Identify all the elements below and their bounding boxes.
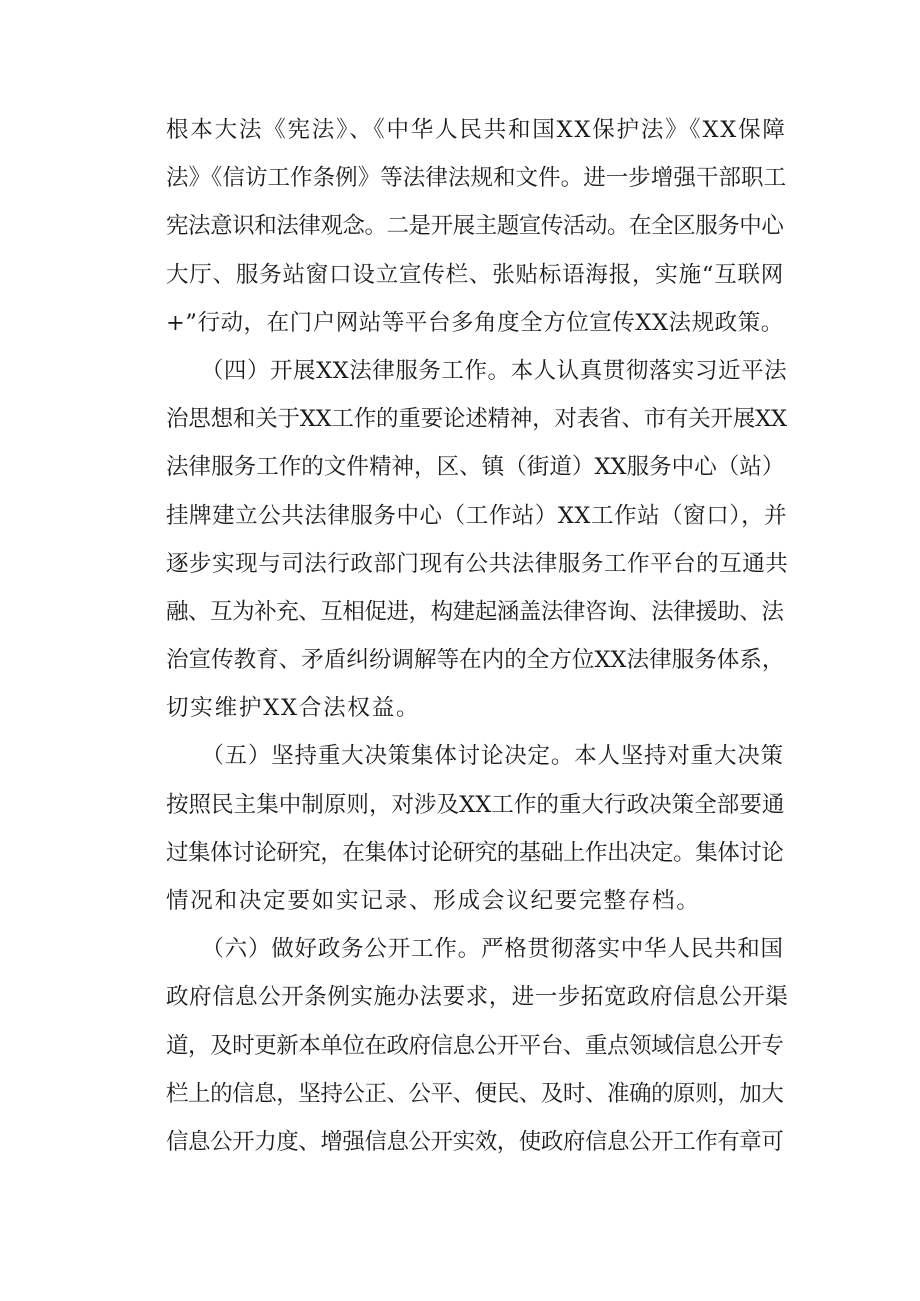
text-line: 挂牌建立公共法律服务中心（工作站）XX工作站（窗口），并 bbox=[166, 502, 788, 529]
section-five-heading-line: （五）坚持重大决策集体讨论决定。本人坚持对重大决策 bbox=[166, 743, 784, 770]
text-line: 信息公开力度、增强信息公开实效，使政府信息公开工作有章可 bbox=[166, 1128, 784, 1155]
text-line: 宪法意识和法律观念。二是开展主题宣传活动。在全区服务中心 bbox=[166, 213, 784, 240]
text-line: 过集体讨论研究，在集体讨论研究的基础上作出决定。集体讨论 bbox=[166, 839, 784, 866]
text-line: 大厅、服务站窗口设立宣传栏、张贴标语海报，实施“互联网 bbox=[166, 261, 785, 288]
text-line: +”行动，在门户网站等平台多角度全方位宣传XX法规政策。 bbox=[166, 309, 784, 336]
text-line: 治思想和关于XX工作的重要论述精神，对表省、市有关开展XX bbox=[166, 406, 787, 433]
section-four-heading-line: （四）开展XX法律服务工作。本人认真贯彻落实习近平法 bbox=[166, 357, 788, 384]
text-line: 法律服务工作的文件精神，区、镇（街道）XX服务中心（站） bbox=[166, 454, 785, 481]
text-line: 法》《信访工作条例》等法律法规和文件。进一步增强干部职工 bbox=[166, 165, 787, 192]
section-six-heading-line: （六）做好政务公开工作。严格贯彻落实中华人民共和国 bbox=[166, 936, 784, 963]
document-body bbox=[166, 106, 788, 1166]
text-line: 根本大法《宪法》、《中华人民共和国XX保护法》《XX保障 bbox=[166, 117, 787, 143]
text-line: 情况和决定要如实记录、形成会议纪要完整存档。 bbox=[166, 888, 701, 914]
text-line: 逐步实现与司法行政部门现有公共法律服务工作平台的互通共 bbox=[166, 550, 789, 577]
text-line: 治宣传教育、矛盾纠纷调解等在内的全方位XX法律服务体系， bbox=[166, 647, 785, 674]
text-line: 道，及时更新本单位在政府信息公开平台、重点领域信息公开专 bbox=[166, 1032, 784, 1059]
text-line: 政府信息公开条例实施办法要求，进一步拓宽政府信息公开渠 bbox=[166, 984, 789, 1011]
text-line: 按照民主集中制原则，对涉及XX工作的重大行政决策全部要通 bbox=[166, 791, 785, 818]
text-line: 切实维护XX合法权益。 bbox=[166, 695, 421, 722]
text-line: 栏上的信息，坚持公正、公平、便民、及时、准确的原则，加大 bbox=[166, 1080, 784, 1107]
text-line: 融、互为补充、互相促进，构建起涵盖法律咨询、法律援助、法 bbox=[166, 598, 784, 625]
